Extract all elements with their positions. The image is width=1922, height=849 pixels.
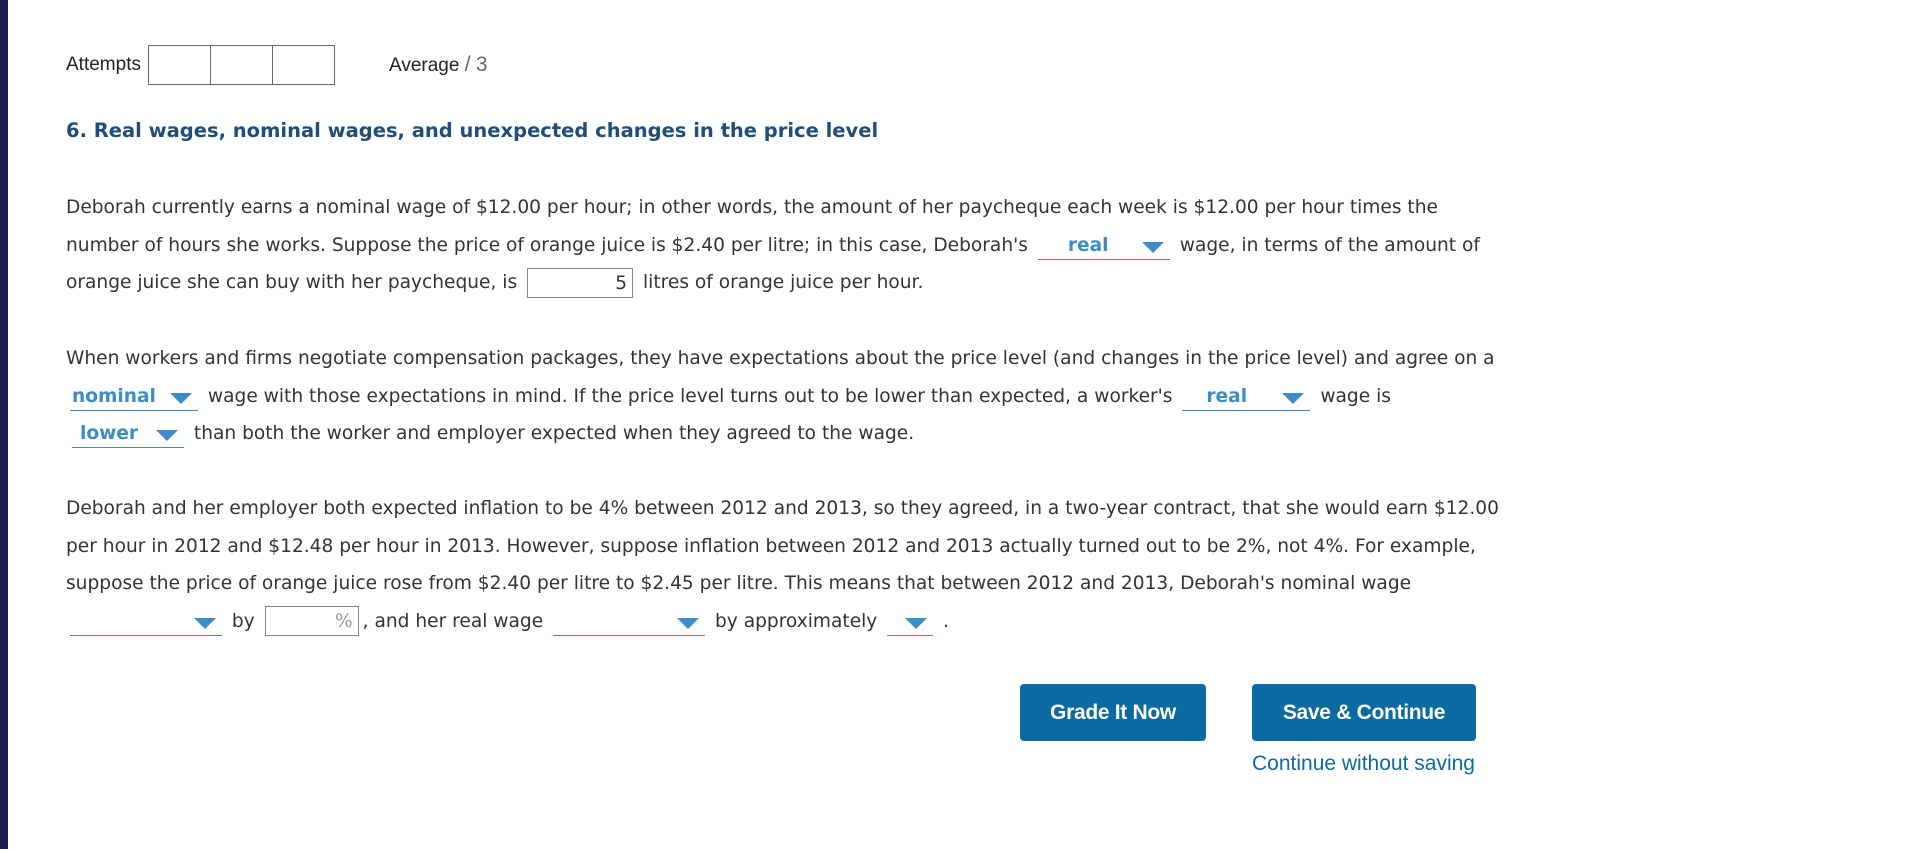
paragraph-2-text-b: wage with those expectations in mind. If the price level turns out to be lower than expected, a worker's	[207, 385, 1173, 407]
continue-without-saving-link[interactable]: Continue without saving	[1252, 752, 1475, 775]
wage-type-dropdown-2[interactable]	[70, 384, 198, 411]
paragraph-3-text-e: .	[943, 610, 950, 632]
wage-type-dropdown-3[interactable]	[1182, 384, 1310, 411]
chevron-down-icon	[905, 618, 927, 629]
dropdown-value	[70, 611, 78, 632]
paragraph-3-text-c: , and her real wage	[362, 610, 544, 632]
dropdown-value: real	[1067, 234, 1109, 256]
paragraph-1-text-c: litres of orange juice per hour.	[643, 272, 924, 293]
attempts-row	[66, 45, 488, 85]
chevron-down-icon	[156, 430, 178, 441]
attempt-box-1	[149, 46, 211, 84]
dropdown-value: lower	[80, 423, 139, 444]
dropdown-value	[887, 611, 895, 632]
dropdown-value: nominal	[72, 385, 156, 407]
chevron-down-icon	[1282, 393, 1304, 404]
chevron-down-icon	[677, 618, 699, 629]
chevron-down-icon	[194, 618, 216, 629]
grade-it-now-button[interactable]: Grade It Now	[1020, 684, 1206, 741]
paragraph-2-text-d: than both the worker and employer expected when they agreed to the wage.	[193, 423, 915, 444]
attempt-box-3	[273, 46, 334, 84]
paragraph-3	[66, 490, 1511, 640]
average-max: 3	[475, 53, 488, 76]
chevron-down-icon	[1142, 242, 1164, 253]
litres-input[interactable]: 5	[527, 268, 633, 298]
average-separator: /	[464, 53, 471, 76]
paragraph-2	[66, 340, 1511, 453]
save-and-continue-button[interactable]: Save & Continue	[1252, 684, 1476, 741]
paragraph-3-text-d: by approximately	[714, 610, 878, 632]
paragraph-3-text-a: Deborah and her employer both expected inflation to be 4% between 2012 and 2013, so they agreed, in a two-year contract, that she would earn $12.00 per hour in 2012 and $12.48 per hour in 2013. However, suppose inflation between 2012 and 2013 actually turned out to be 2%, not 4%. For example, suppose the price of orange juice rose from $2.40 per litre to $2.45 per litre. This means that between 2012 and 2013, Deborah's nominal wage	[66, 498, 1499, 594]
wage-type-dropdown-1[interactable]	[1038, 233, 1170, 260]
paragraph-2-text-a: When workers and firms negotiate compensation packages, they have expectations about the price level (and changes in the price level) and agree on a	[66, 348, 1495, 369]
approximately-dropdown[interactable]	[887, 609, 933, 636]
comparison-dropdown[interactable]	[72, 421, 184, 448]
real-change-dropdown[interactable]	[553, 609, 705, 636]
attempt-box-2	[211, 46, 273, 84]
paragraph-1-text-a: Deborah currently earns a nominal wage of $12.00 per hour; in other words, the amount of her paycheque each week is $12.00 per hour times the number of hours she works. Suppose the price of orange juice is $2.40 per litre; in this case, Deborah's	[66, 197, 1438, 256]
paragraph-1	[66, 189, 1511, 302]
paragraph-3-text-b: by	[231, 610, 255, 632]
percent-input[interactable]: %	[265, 606, 359, 636]
chevron-down-icon	[170, 393, 192, 404]
dropdown-value: real	[1206, 385, 1248, 407]
nominal-change-dropdown[interactable]	[70, 609, 222, 636]
attempts-label: Attempts	[66, 54, 141, 75]
question-title: 6. Real wages, nominal wages, and unexpected changes in the price level	[66, 119, 879, 142]
left-edge-bar	[0, 0, 8, 849]
dropdown-value	[553, 611, 561, 632]
paragraph-2-text-c: wage is	[1320, 385, 1391, 407]
average-label: Average	[388, 55, 460, 76]
average-score	[389, 53, 488, 77]
paragraph-1-text-b: wage, in terms of the amount of orange juice she can buy with her paycheque, is	[66, 234, 1480, 293]
attempt-boxes	[148, 45, 335, 85]
